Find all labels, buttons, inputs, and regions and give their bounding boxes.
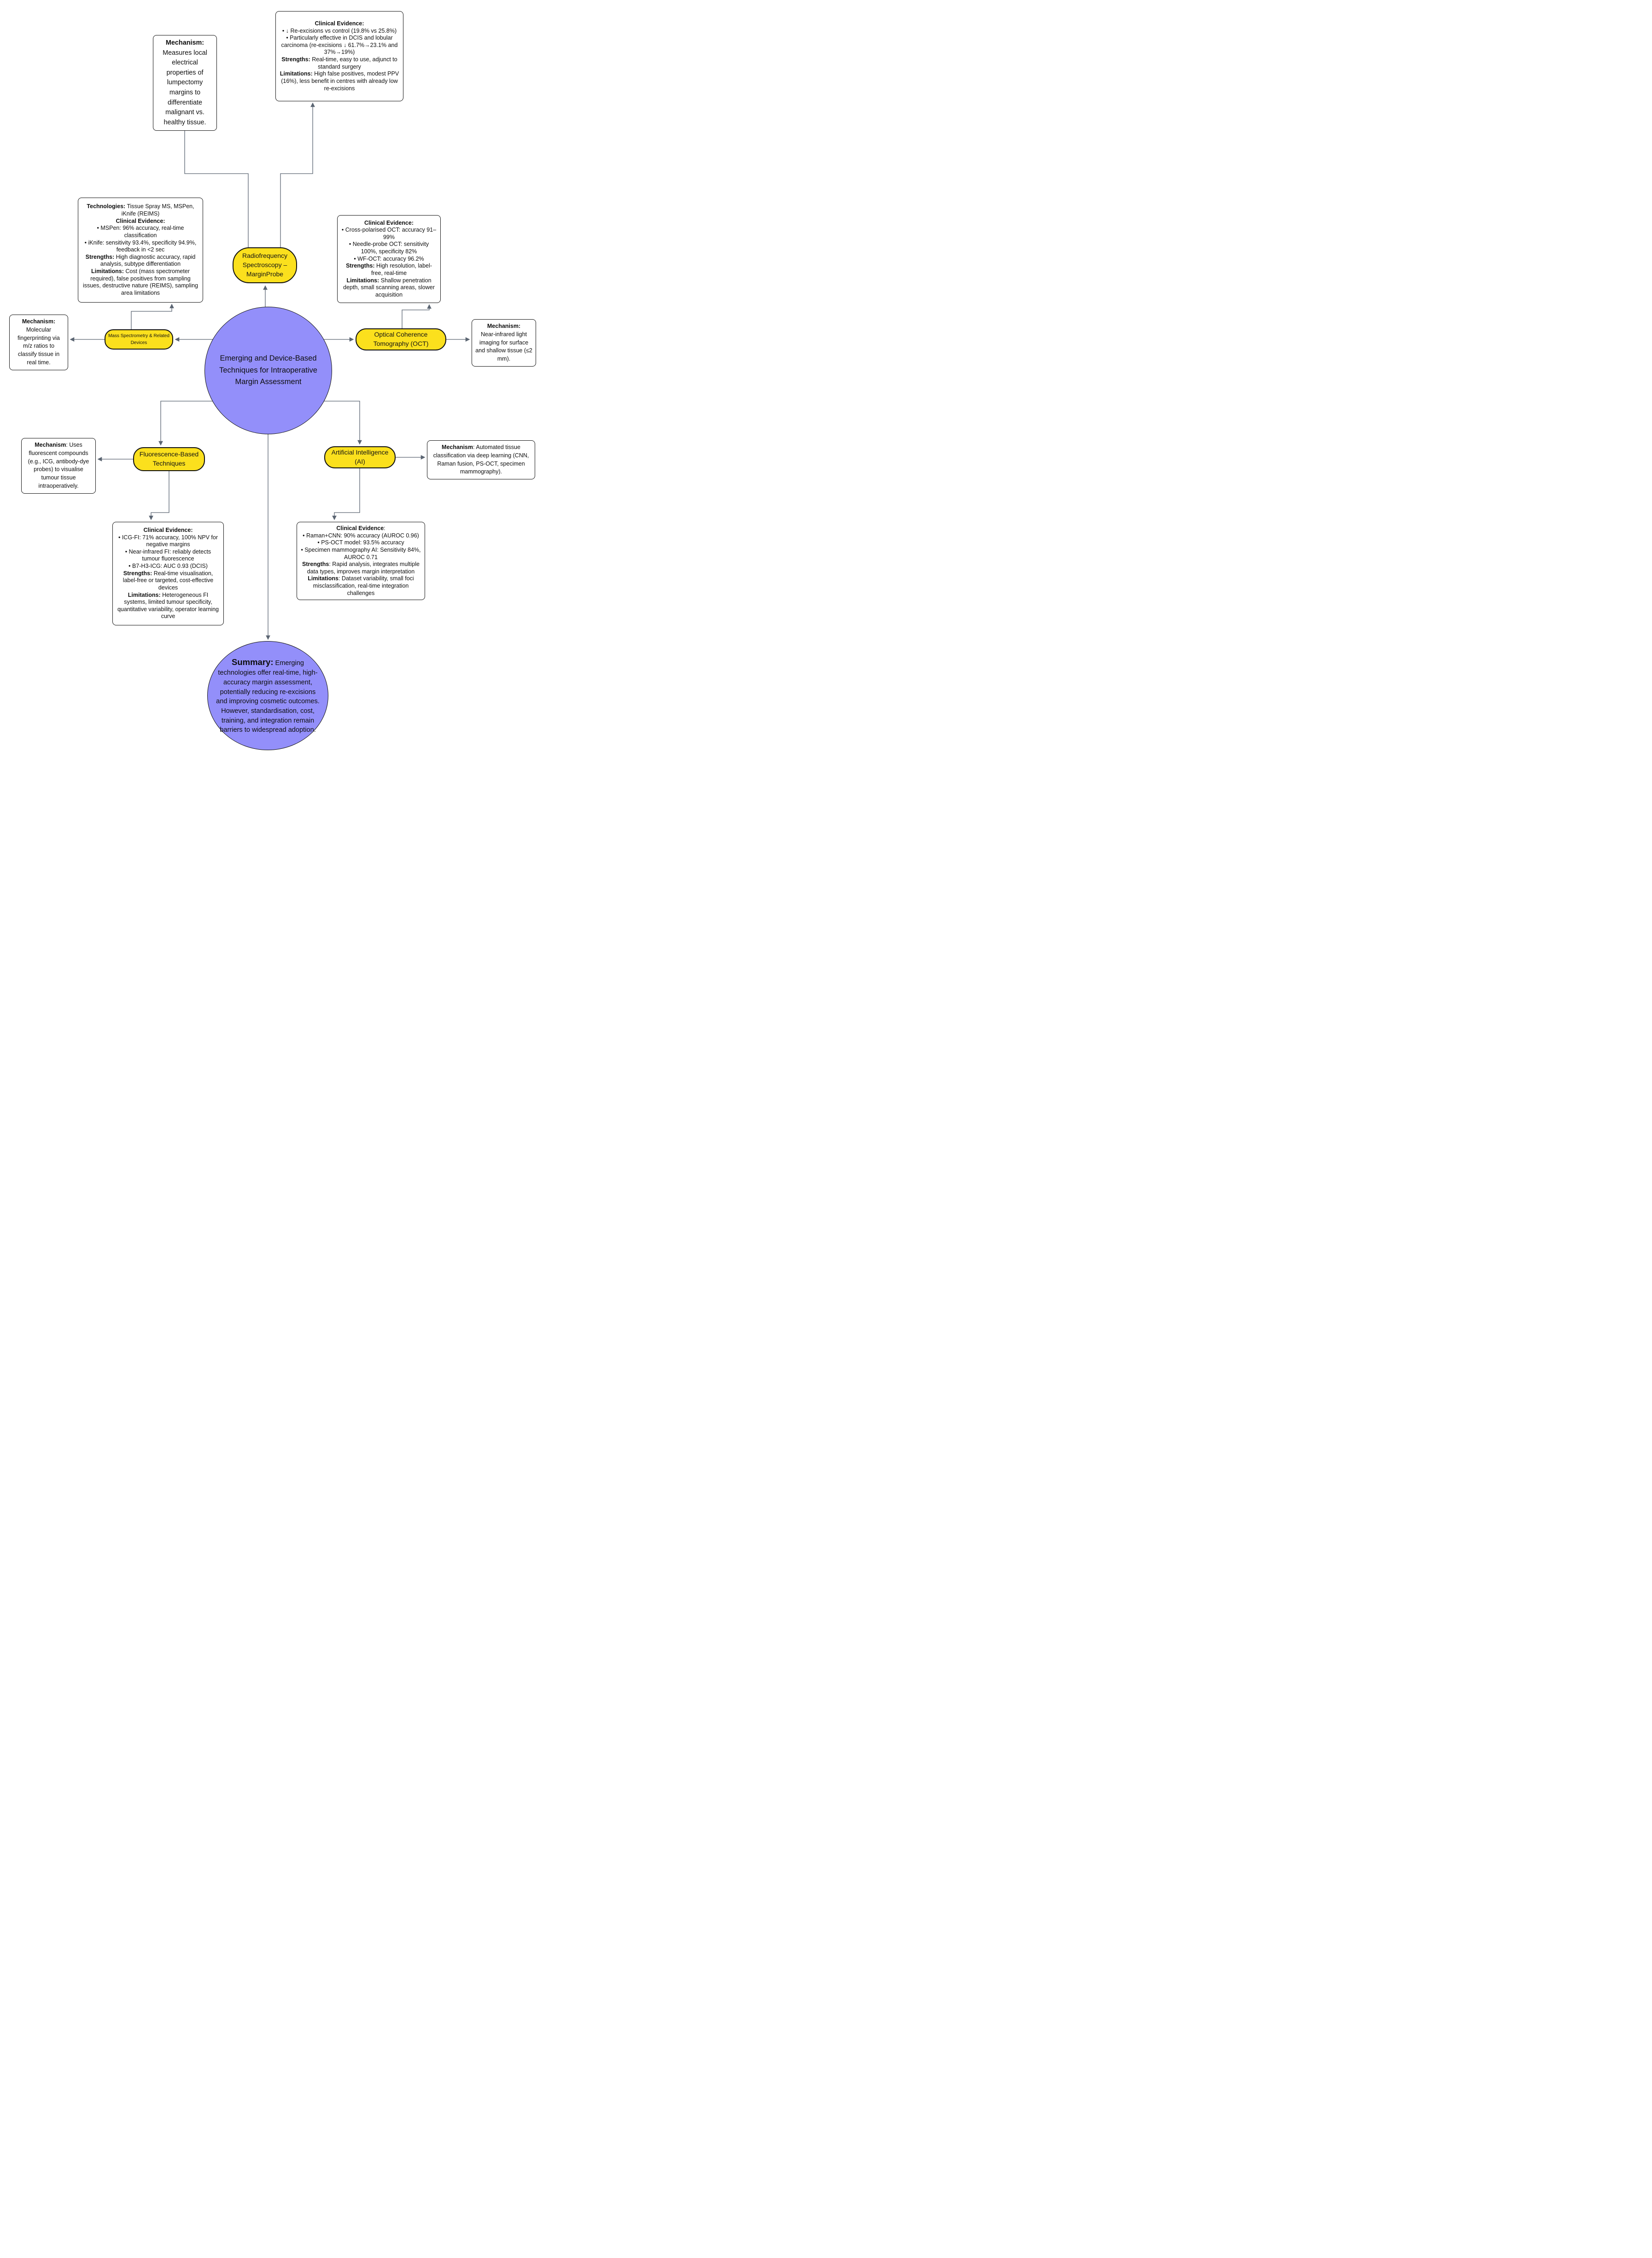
connector-oct-node-to-clinical — [402, 305, 429, 328]
connector-ms-node-to-details — [131, 304, 172, 330]
rf-mechanism-box: Mechanism: Measures local electrical properties of lumpectomy margins to differentiate malignant vs. healthy tissue. — [153, 35, 217, 131]
node-mass-spectrometry — [105, 329, 173, 350]
connector-ai-node-to-clinical — [334, 468, 360, 519]
central-topic — [204, 307, 332, 434]
oct-clinical-evidence-box: Clinical Evidence: • Cross-polarised OCT: accuracy 91–99% • Needle-probe OCT: sensitivity 100%, specificity 82% • WF-OCT: accuracy 96.2% Strengths: High resolution, label-free, real-time Limitations: Shallow penetration depth, small scanning areas, slower acquisition — [337, 215, 441, 303]
mindmap-canvas — [0, 0, 551, 753]
node-oct-label: Optical Coherence Tomography (OCT) — [373, 331, 429, 347]
connector-rf-node-to-clinical — [280, 103, 313, 247]
central-topic-label: Emerging and Device-Based Techniques for Intraoperative Margin Assessment — [219, 354, 317, 386]
ms-technologies-box: Technologies: Tissue Spray MS, MSPen, iKnife (REIMS) Clinical Evidence: • MSPen: 96% accuracy, real-time classification • iKnife: sensitivity 93.4%, specificity 94.9%, feedback in <2 sec Strengths: High diagnostic accuracy, rapid analysis, subtype differentiation Limitations: Cost (mass spectrometer required), false positives from sampling issues, destructive nature (REIMS), sampling area limitations — [78, 198, 203, 303]
ai-clinical-evidence-box: Clinical Evidence: • Raman+CNN: 90% accuracy (AUROC 0.96) • PS-OCT model: 93.5% accuracy • Specimen mammography AI: Sensitivity 84%, AUROC 0.71 Strengths: Rapid analysis, integrates multiple data types, improves margin interpretation Limitations: Dataset variability, small foci misclassification, real-time integration challenges — [297, 522, 425, 600]
node-radiofrequency-label: Radiofrequency Spectroscopy – MarginProbe — [242, 252, 288, 278]
summary-text: Summary: Emerging technologies offer real-time, high-accuracy margin assessment, potentially reducing re-excisions and improving cosmetic outcomes. However, standardisation, cost, training, and integration remain barriers to widespread adoption. — [216, 657, 320, 734]
connector-fl-node-to-clinical — [151, 471, 169, 519]
oct-mechanism-box: Mechanism: Near-infrared light imaging for surface and shallow tissue (≤2 mm). — [472, 319, 536, 367]
ms-mechanism-box: Mechanism: Molecular fingerprinting via m/z ratios to classify tissue in real time. — [9, 315, 68, 370]
ai-mechanism-box: Mechanism: Automated tissue classification via deep learning (CNN, Raman fusion, PS-OCT, specimen mammography). — [427, 440, 535, 479]
node-mass-spectrometry-label: Mass Spectrometry & Related Devices — [108, 333, 169, 345]
node-radiofrequency-marginprobe — [233, 247, 297, 283]
node-artificial-intelligence-label: Artificial Intelligence (AI) — [331, 449, 389, 465]
rf-clinical-evidence-box: Clinical Evidence: • ↓ Re-excisions vs control (19.8% vs 25.8%) • Particularly effective in DCIS and lobular carcinoma (re-excisions ↓ 61.7%→23.1% and 37%→19%) Strengths: Real-time, easy to use, adjunct to standard surgery Limitations: High false positives, modest PPV (16%), less benefit in centres with already low re-excisions — [275, 11, 403, 101]
fluorescence-clinical-evidence-box: Clinical Evidence: • ICG-FI: 71% accuracy, 100% NPV for negative margins • Near-infrared FI: reliably detects tumour fluorescence • B7-H3-ICG: AUC 0.93 (DCIS) Strengths: Real-time visualisation, label-free or targeted, cost-effective devices Limitations: Heterogeneous FI systems, limited tumour specificity, quantitative variability, operator learning curve — [112, 522, 224, 625]
fluorescence-mechanism-box: Mechanism: Uses fluorescent compounds (e.g., ICG, antibody-dye probes) to visualise tumour tissue intraoperatively. — [21, 438, 96, 494]
summary-circle — [207, 641, 328, 750]
node-artificial-intelligence — [324, 446, 396, 468]
node-oct — [356, 328, 446, 350]
node-fluorescence — [133, 447, 205, 471]
node-fluorescence-label: Fluorescence-Based Techniques — [139, 450, 199, 467]
